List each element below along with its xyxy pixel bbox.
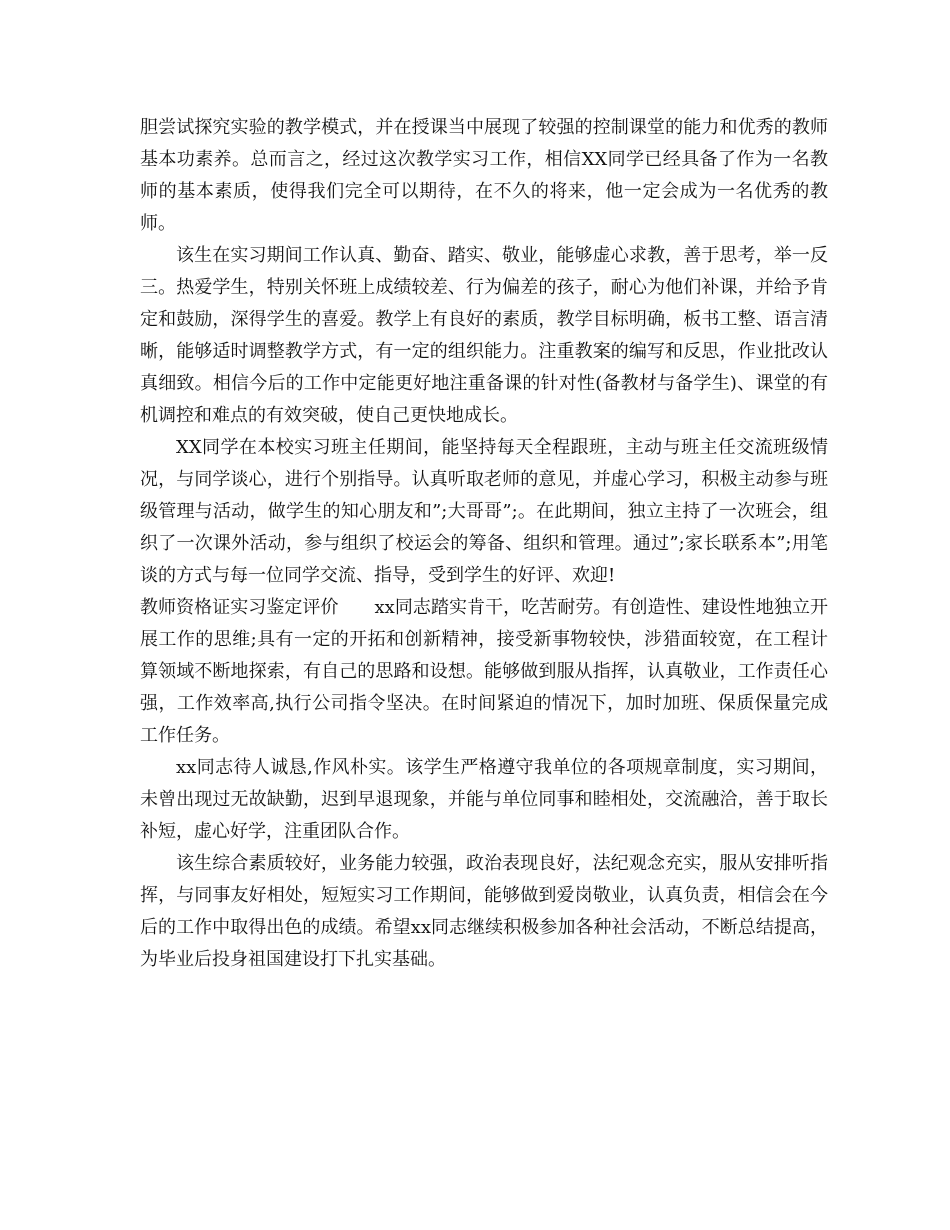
paragraph-section-intro bbox=[140, 592, 828, 752]
paragraph-class-teacher-internship: XX同学在本校实习班主任期间，能坚持每天全程跟班，主动与班主任交流班级情况，与同学谈心，进行个别指导。认真听取老师的意见，并虚心学习，积极主动参与班级管理与活动，做学生的知心朋友和”;大哥哥”;。在此期间，独立主持了一次班会，组织了一次课外活动，参与组织了校运会的筹备、组织和管理。通过”;家长联系本”;用笔谈的方式与每一位同学交流、指导，受到学生的好评、欢迎! bbox=[140, 437, 828, 586]
document-body bbox=[140, 112, 828, 976]
paragraph-overall-evaluation: 该生综合素质较好，业务能力较强，政治表现良好，法纪观念充实，服从安排听指挥，与同事友好相处，短短实习工作期间，能够做到爱岗敬业，认真负责，相信会在今后的工作中取得出色的成绩。希望xx同志继续积极参加各种社会活动，不断总结提高，为毕业后投身祖国建设打下扎实基础。 bbox=[140, 853, 828, 970]
paragraph-work-attitude: xx同志待人诚恳,作风朴实。该学生严格遵守我单位的各项规章制度，实习期间，未曾出现过无故缺勤，迟到早退现象，并能与单位同事和睦相处，交流融洽，善于取长补短，虚心好学，注重团队合作。 bbox=[140, 757, 828, 842]
paragraph-continued: 胆尝试探究实验的教学模式，并在授课当中展现了较强的控制课堂的能力和优秀的教师基本功素养。总而言之，经过这次教学实习工作，相信XX同学已经具备了作为一名教师的基本素质，使得我们完全可以期待，在不久的将来，他一定会成为一名优秀的教师。 bbox=[140, 117, 828, 234]
paragraph-internship-performance: 该生在实习期间工作认真、勤奋、踏实、敬业，能够虚心求教，善于思考，举一反三。热爱学生，特别关怀班上成绩较差、行为偏差的孩子，耐心为他们补课，并给予肯定和鼓励，深得学生的喜爱。教学上有良好的素质，教学目标明确，板书工整、语言清晰，能够适时调整教学方式，有一定的组织能力。注重教案的编写和反思，作业批改认真细致。相信今后的工作中定能更好地注重备课的针对性(备教材与备学生)、课堂的有机调控和难点的有效突破，使自己更快地成长。 bbox=[140, 245, 828, 426]
section-title: 教师资格证实习鉴定评价 bbox=[140, 597, 339, 618]
section-first-text: xx同志踏实肯干，吃苦耐劳。有创造性、建设性地独立开展工作的思维;具有一定的开拓和创新精神，接受新事物较快，涉猎面较宽，在工程计算领域不断地探索，有自己的思路和设想。能够做到服从指挥，认真敬业，工作责任心强，工作效率高,执行公司指令坚决。在时间紧迫的情况下，加时加班、保质保量完成工作任务。 bbox=[140, 597, 828, 746]
